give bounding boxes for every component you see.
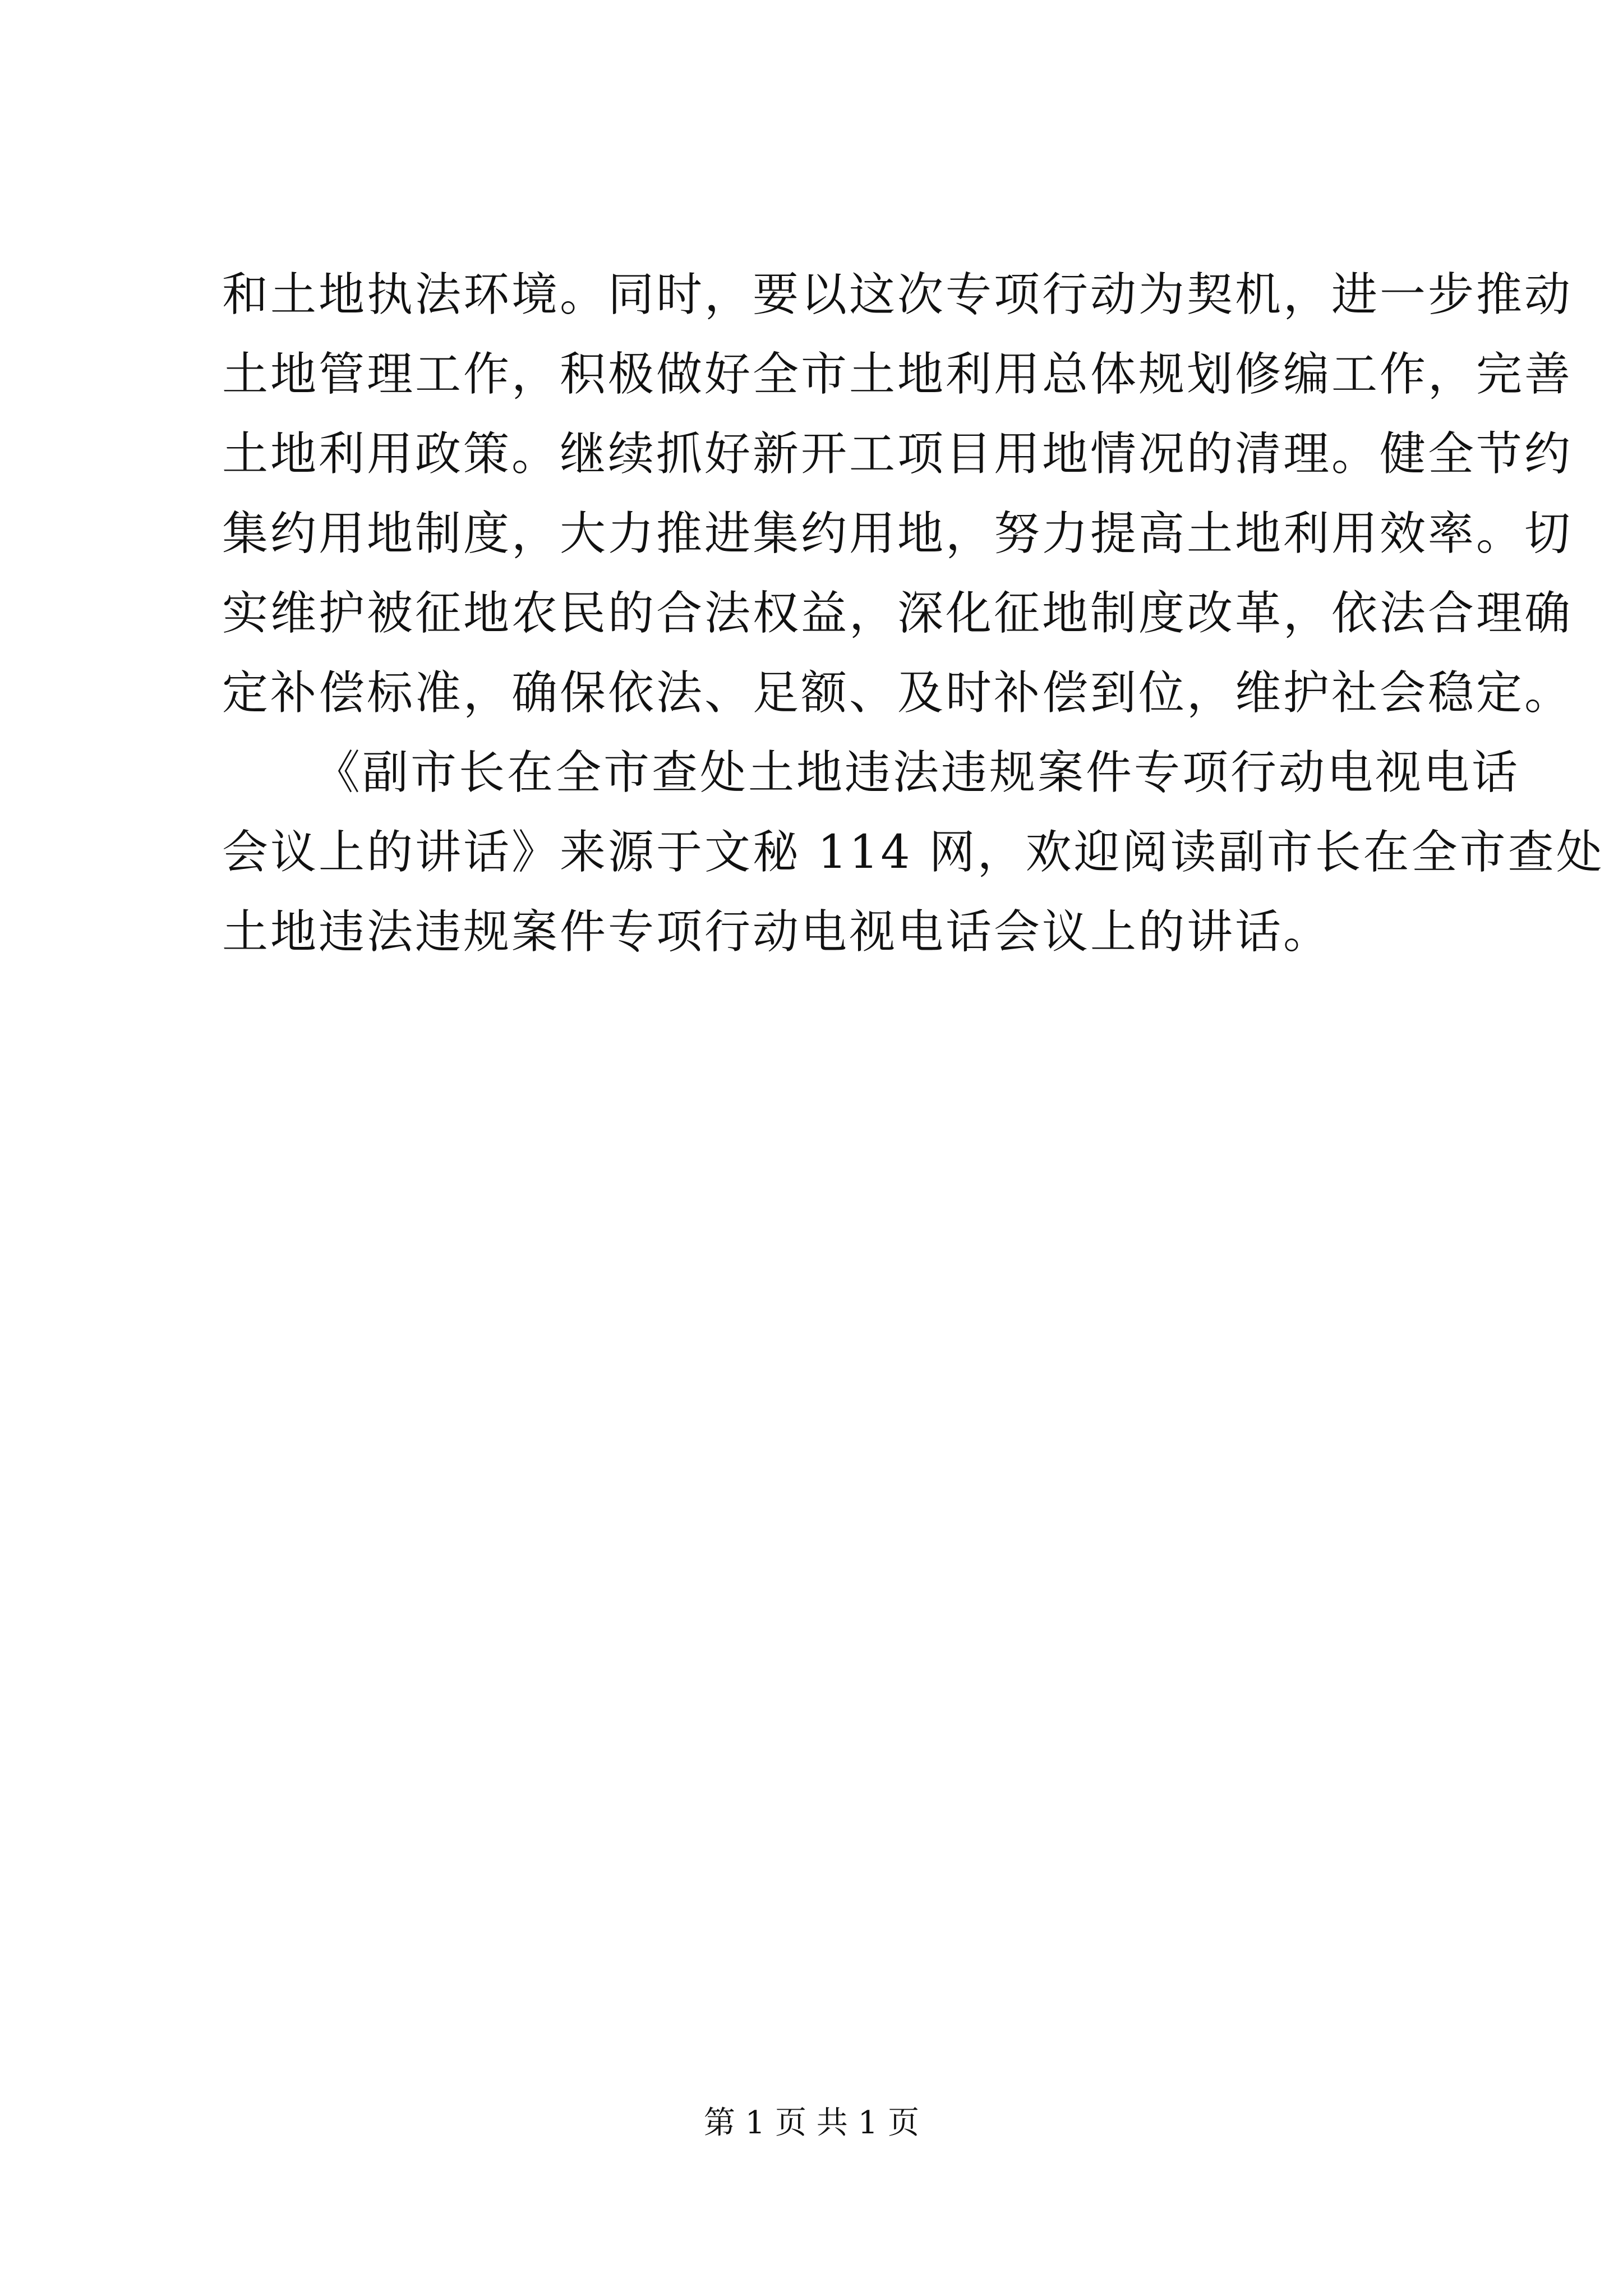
text-line: 土地利用政策。继续抓好新开工项目用地情况的清理。健全节约 [222, 427, 1573, 481]
text-line: 土地违法违规案件专项行动电视电话会议上的讲话。 [222, 905, 1332, 959]
text-line: 和土地执法环境。同时，要以这次专项行动为契机，进一步推动 [222, 268, 1573, 321]
text-line: 实维护被征地农民的合法权益，深化征地制度改革，依法合理确 [222, 587, 1573, 640]
page-number-footer: 第 1 页 共 1 页 [703, 2105, 920, 2141]
text-line: 定补偿标准，确保依法、足额、及时补偿到位，维护社会稳定。 [222, 666, 1573, 720]
text-line: 《副市长在全市查处土地违法违规案件专项行动电视电话 [314, 746, 1520, 799]
text-line: 会议上的讲话》来源于文秘 114 网，欢迎阅读副市长在全市查处 [222, 826, 1604, 879]
document-body [222, 255, 1604, 972]
text-line: 土地管理工作，积极做好全市土地利用总体规划修编工作，完善 [222, 348, 1573, 401]
text-line: 集约用地制度，大力推进集约用地，努力提高土地利用效率。切 [222, 507, 1573, 560]
